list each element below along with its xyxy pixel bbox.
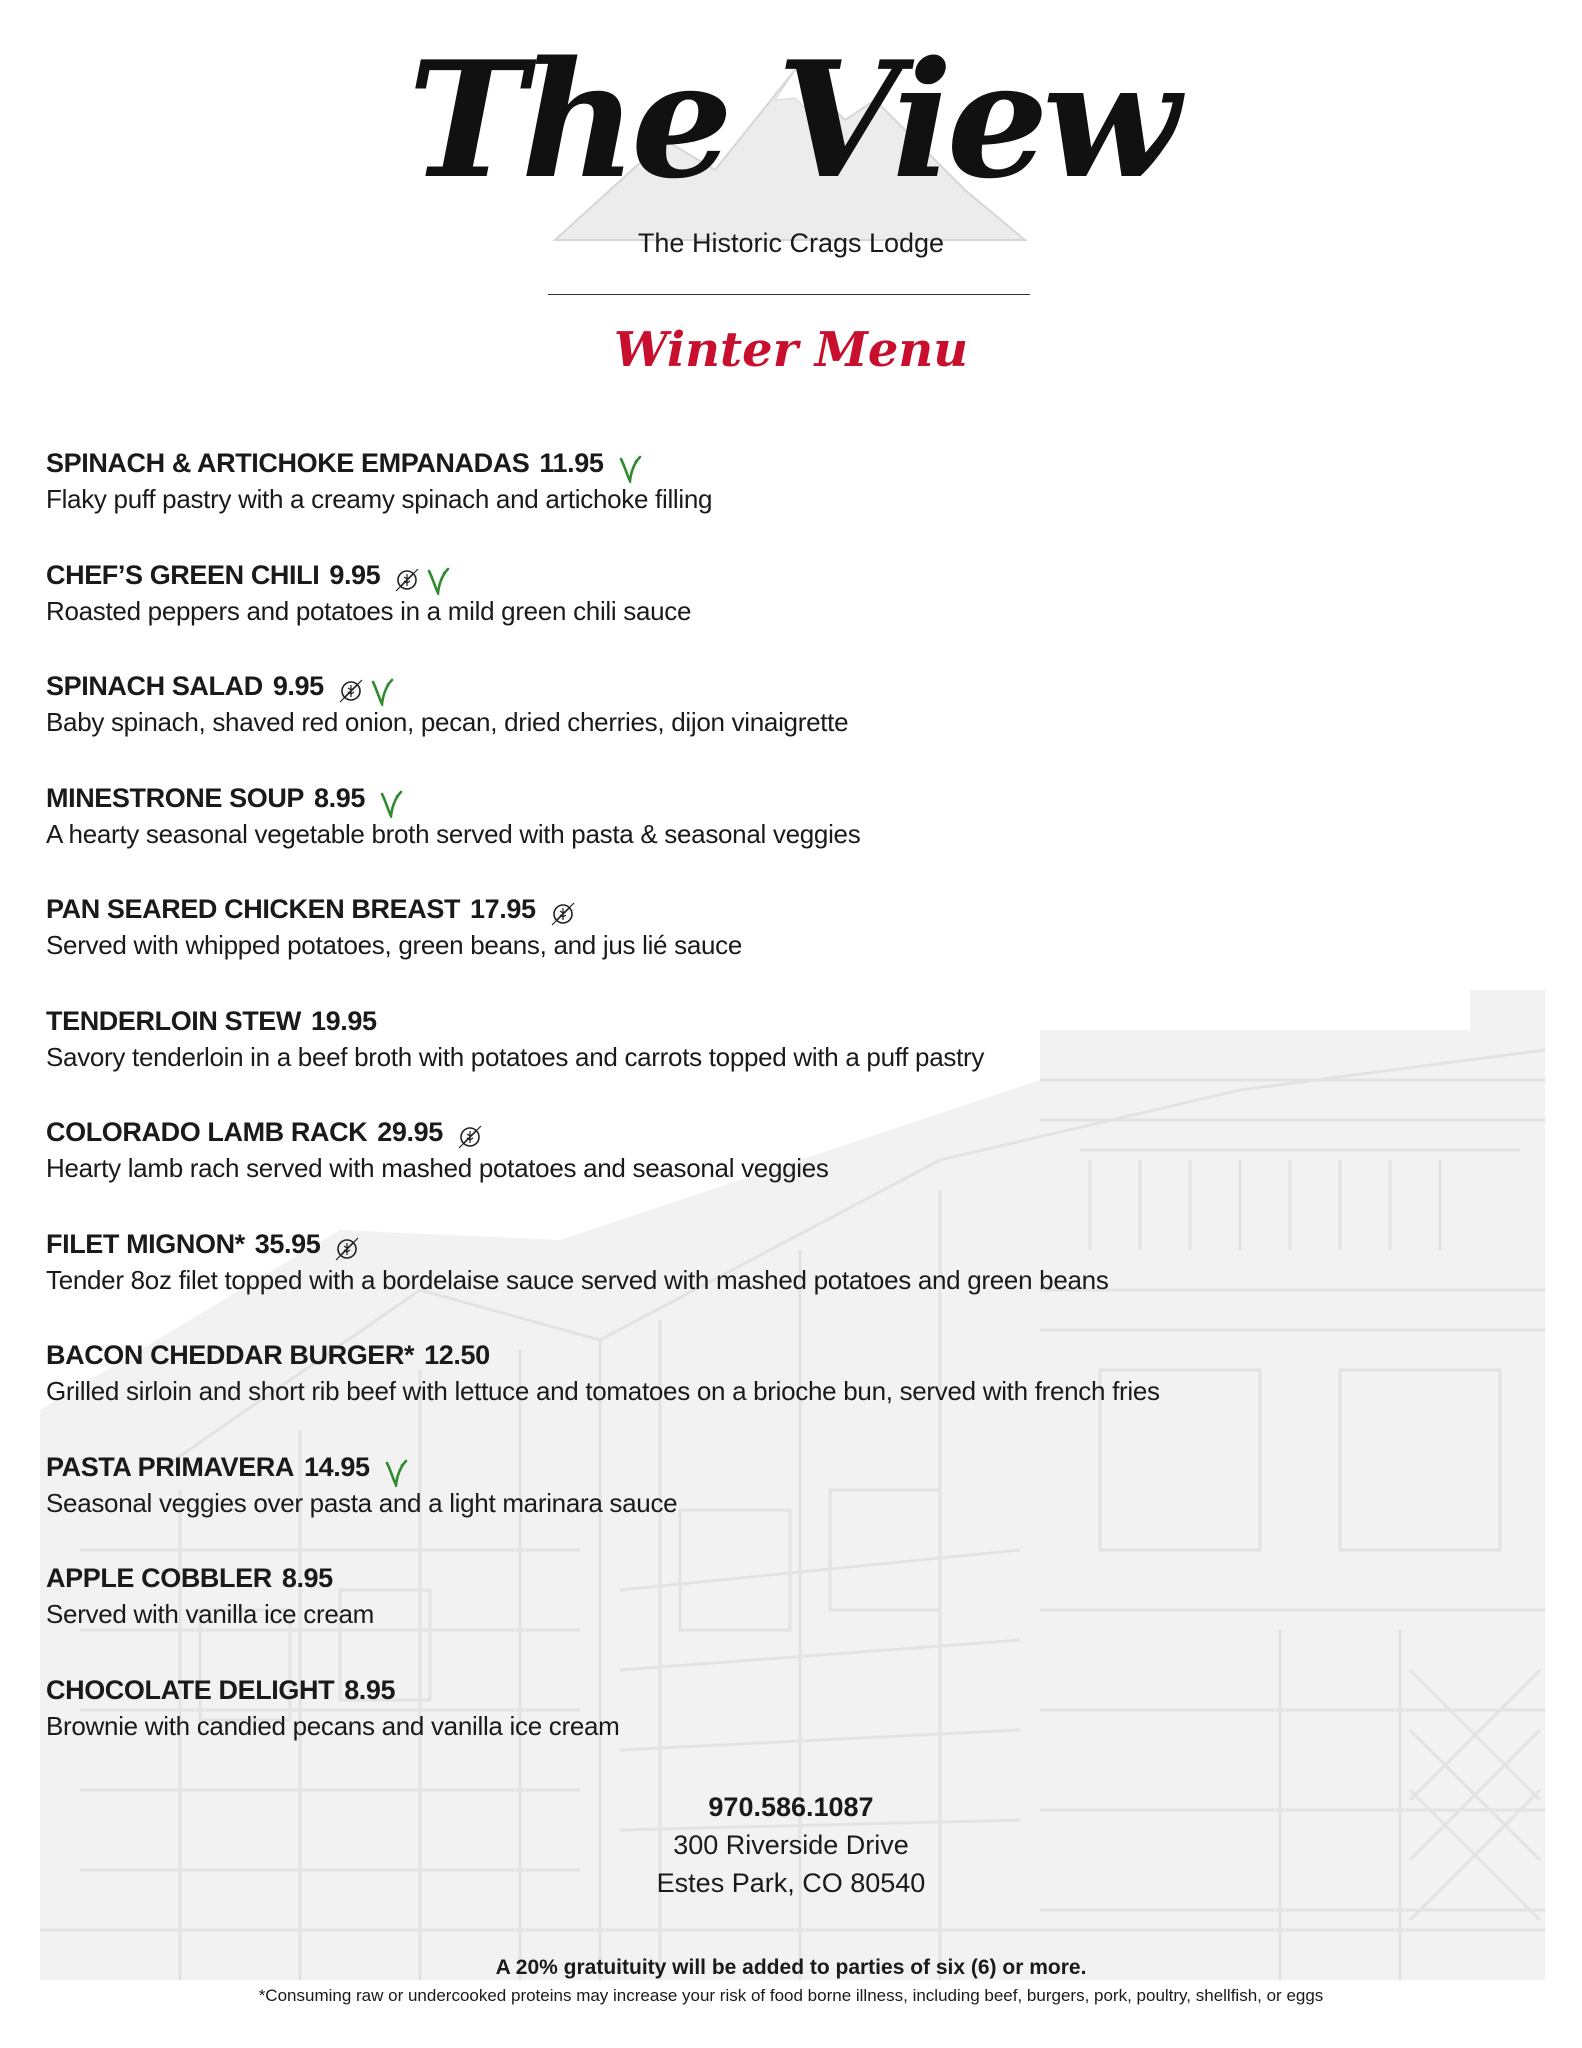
logo [0,26,1582,260]
menu-item-description: Tender 8oz filet topped with a bordelaise sauce served with mashed potatoes and green beans [46,1264,1109,1295]
contact-block [0,1788,1582,1902]
menu-item-name: COLORADO LAMB RACK [46,1117,368,1147]
menu-item-description: Flaky puff pastry with a creamy spinach and artichoke filling [46,484,713,514]
menu-item-price: 14.95 [304,1451,370,1482]
header-divider [548,294,1030,295]
menu-item-price: 8.95 [344,1674,396,1705]
menu-item-description: Hearty lamb rach served with mashed potatoes and seasonal veggies [46,1153,829,1183]
menu-item-title [46,445,1526,481]
address-line-1: 300 Riverside Drive [673,1830,909,1860]
menu-item-title [46,1337,1526,1373]
menu-item-name: CHOCOLATE DELIGHT [46,1674,335,1705]
gluten-free-icon [457,1124,483,1150]
vegetarian-icon [379,788,403,818]
menu-item-description: Roasted peppers and potatoes in a mild green chili sauce [46,595,692,626]
menu-item [46,1449,1526,1561]
food-safety-warning: *Consuming raw or undercooked proteins may increase your risk of food borne illness, including beef, burgers, pork, poultry, shellfish, or eggs [258,1986,1324,2005]
menu-item-price: 17.95 [470,894,536,924]
dietary-icons [618,453,642,483]
menu-item [46,1337,1526,1449]
menu-item-description: A hearty seasonal vegetable broth served with pasta & seasonal veggies [46,818,861,849]
menu-item-description: Served with whipped potatoes, green beans, and jus lié sauce [46,930,743,960]
menu-item [46,1672,1526,1784]
menu-item-name: PAN SEARED CHICKEN BREAST [46,894,461,924]
menu-item-name: TENDERLOIN STEW [46,1005,301,1036]
menu-item-description: Baby spinach, shaved red onion, pecan, dried cherries, dijon vinaigrette [46,707,849,737]
menu-item [46,1114,1526,1226]
dietary-icons [394,565,450,595]
dietary-icons [384,1457,408,1487]
menu-item-title [46,1560,1526,1596]
gluten-free-icon [394,567,420,593]
menu-title: Winter Menu [613,322,969,378]
menu-item-price: 29.95 [377,1117,443,1147]
vegetarian-icon [426,565,450,595]
vegetarian-icon [384,1457,408,1487]
menu-item-price: 9.95 [329,559,381,590]
menu-item [46,445,1526,557]
gluten-free-icon [550,901,576,927]
menu-item-title [46,1449,1526,1485]
menu-item-title [46,1672,1526,1708]
menu-item [46,780,1526,892]
menu-list [46,445,1526,1783]
menu-item-description: Grilled sirloin and short rib beef with lettuce and tomatoes on a brioche bun, served with french fries [46,1376,1160,1406]
gluten-free-icon [338,678,364,704]
menu-item-price: 19.95 [311,1005,377,1036]
menu-item-price: 8.95 [281,1563,333,1593]
address-line-2: Estes Park, CO 80540 [656,1868,926,1898]
menu-item-price: 9.95 [272,671,324,701]
menu-item-name: APPLE COBBLER [46,1563,272,1593]
menu-item-price: 8.95 [314,782,365,813]
dietary-icons [550,901,576,927]
dietary-icons [334,1236,360,1262]
menu-item-name: MINESTRONE SOUP [46,782,305,813]
vegetarian-icon [370,676,394,706]
menu-item-title [46,557,1526,593]
menu-item-name: FILET MIGNON* [46,1228,245,1259]
menu-item-description: Served with vanilla ice cream [46,1599,374,1629]
menu-item [46,1003,1526,1115]
menu-item-price: 35.95 [254,1228,321,1259]
menu-item [46,668,1526,780]
gluten-free-icon [334,1236,360,1262]
logo-text: The View [407,26,1175,214]
menu-item-description: Savory tenderloin in a beef broth with potatoes and carrots topped with a puff pastry [46,1041,985,1072]
menu-item-title [46,1114,1526,1150]
dietary-icons [338,676,394,706]
menu-item-name: CHEF’S GREEN CHILI [46,559,320,590]
subtitle: The Historic Crags Lodge [637,228,945,258]
menu-item-name: PASTA PRIMAVERA [46,1451,295,1482]
menu-item-description: Seasonal veggies over pasta and a light marinara sauce [46,1487,678,1518]
menu-item [46,891,1526,1003]
menu-item-title [46,668,1526,704]
menu-item-price: 11.95 [539,448,604,478]
menu-item-title [46,780,1526,816]
menu-item-name: SPINACH SALAD [46,671,263,701]
dietary-icons [379,788,403,818]
menu-item-name: BACON CHEDDAR BURGER* [46,1340,415,1370]
menu-item [46,1226,1526,1338]
gratuity-notice: A 20% gratuituity will be added to parties of six (6) or more. [495,1956,1087,1979]
menu-item-price: 12.50 [424,1340,490,1370]
menu-item-title [46,1003,1526,1039]
menu-item-description: Brownie with candied pecans and vanilla ice cream [46,1710,620,1741]
menu-item-name: SPINACH & ARTICHOKE EMPANADAS [46,448,530,478]
menu-item [46,1560,1526,1672]
dietary-icons [457,1124,483,1150]
menu-item-title [46,1226,1526,1262]
menu-item-title [46,891,1526,927]
footer [0,1953,1582,2009]
vegetarian-icon [618,453,642,483]
phone-number[interactable]: 970.586.1087 [708,1792,874,1822]
menu-item [46,557,1526,669]
